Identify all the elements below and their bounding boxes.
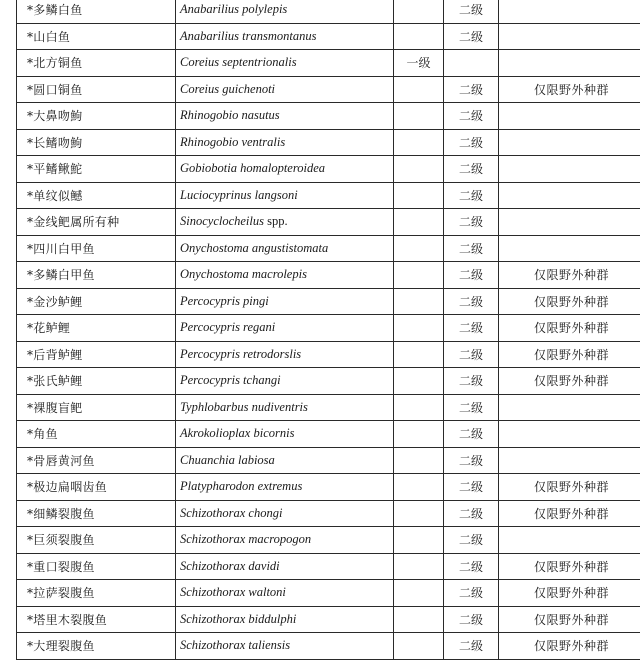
species-table-body bbox=[17, 0, 640, 659]
chinese-name-cell: *金沙鲈鲤 bbox=[17, 288, 176, 315]
table-row bbox=[17, 76, 640, 103]
scientific-name-text: Onychostoma angustistomata bbox=[180, 240, 329, 255]
scientific-name-cell bbox=[176, 262, 394, 289]
level-two-cell: 二级 bbox=[444, 368, 499, 395]
scientific-name-text: Schizothorax taliensis bbox=[180, 638, 291, 653]
scientific-name-text: Sinocyclocheilus bbox=[180, 214, 264, 229]
scientific-name-text: Onychostoma macrolepis bbox=[180, 267, 307, 282]
chinese-name-cell: *多鳞白鱼 bbox=[17, 0, 176, 23]
level-one-cell bbox=[394, 527, 444, 554]
scientific-name-text: Percocypris pingi bbox=[180, 293, 269, 308]
scientific-name-cell bbox=[176, 368, 394, 395]
note-cell bbox=[499, 50, 640, 77]
level-one-cell bbox=[394, 606, 444, 633]
scientific-name-cell bbox=[176, 76, 394, 103]
level-two-cell bbox=[444, 50, 499, 77]
table-row bbox=[17, 315, 640, 342]
scientific-name-text: Rhinogobio nasutus bbox=[180, 108, 280, 123]
level-two-cell: 二级 bbox=[444, 23, 499, 50]
chinese-name-cell: *后背鲈鲤 bbox=[17, 341, 176, 368]
note-cell bbox=[499, 209, 640, 236]
scientific-name-cell bbox=[176, 50, 394, 77]
level-one-cell bbox=[394, 341, 444, 368]
table-row bbox=[17, 103, 640, 130]
scientific-name-text: Schizothorax chongi bbox=[180, 505, 283, 520]
note-cell bbox=[499, 235, 640, 262]
level-two-cell: 二级 bbox=[444, 209, 499, 236]
chinese-name-cell: *花鲈鲤 bbox=[17, 315, 176, 342]
note-cell: 仅限野外种群 bbox=[499, 633, 640, 660]
level-one-cell bbox=[394, 580, 444, 607]
level-one-cell bbox=[394, 633, 444, 660]
level-two-cell: 二级 bbox=[444, 474, 499, 501]
table-row bbox=[17, 580, 640, 607]
level-two-cell: 二级 bbox=[444, 129, 499, 156]
table-row bbox=[17, 23, 640, 50]
level-two-cell: 二级 bbox=[444, 182, 499, 209]
scientific-name-cell bbox=[176, 553, 394, 580]
level-one-cell bbox=[394, 182, 444, 209]
note-cell bbox=[499, 0, 640, 23]
level-one-cell bbox=[394, 288, 444, 315]
chinese-name-cell: *多鳞白甲鱼 bbox=[17, 262, 176, 289]
note-cell: 仅限野外种群 bbox=[499, 368, 640, 395]
scientific-name-text: Chuanchia labiosa bbox=[180, 452, 275, 467]
scientific-name-cell bbox=[176, 288, 394, 315]
scientific-name-cell bbox=[176, 421, 394, 448]
table-row bbox=[17, 0, 640, 23]
scientific-name-text: Coreius guichenoti bbox=[180, 81, 276, 96]
level-two-cell: 二级 bbox=[444, 447, 499, 474]
level-two-cell: 二级 bbox=[444, 103, 499, 130]
scientific-name-cell bbox=[176, 580, 394, 607]
chinese-name-cell: *长鳍吻鮈 bbox=[17, 129, 176, 156]
level-two-cell: 二级 bbox=[444, 500, 499, 527]
level-one-cell bbox=[394, 76, 444, 103]
chinese-name-cell: *重口裂腹鱼 bbox=[17, 553, 176, 580]
level-one-cell bbox=[394, 129, 444, 156]
level-two-cell: 二级 bbox=[444, 421, 499, 448]
table-row bbox=[17, 553, 640, 580]
level-two-cell: 二级 bbox=[444, 606, 499, 633]
scientific-name-text: Anabarilius polylepis bbox=[180, 2, 288, 17]
chinese-name-cell: *金线鲃属所有种 bbox=[17, 209, 176, 236]
species-protection-table bbox=[16, 0, 640, 660]
scientific-name-cell bbox=[176, 315, 394, 342]
level-one-cell bbox=[394, 0, 444, 23]
level-one-cell bbox=[394, 156, 444, 183]
level-two-cell: 二级 bbox=[444, 76, 499, 103]
scientific-name-suffix: spp. bbox=[264, 214, 288, 229]
level-two-cell: 二级 bbox=[444, 235, 499, 262]
note-cell bbox=[499, 421, 640, 448]
scientific-name-cell bbox=[176, 0, 394, 23]
level-two-cell: 二级 bbox=[444, 580, 499, 607]
chinese-name-cell: *角鱼 bbox=[17, 421, 176, 448]
scientific-name-cell bbox=[176, 23, 394, 50]
level-two-cell: 二级 bbox=[444, 156, 499, 183]
scientific-name-cell bbox=[176, 527, 394, 554]
note-cell bbox=[499, 23, 640, 50]
chinese-name-cell: *大鼻吻鮈 bbox=[17, 103, 176, 130]
level-two-cell: 二级 bbox=[444, 553, 499, 580]
scientific-name-cell bbox=[176, 474, 394, 501]
scientific-name-cell bbox=[176, 447, 394, 474]
level-two-cell: 二级 bbox=[444, 262, 499, 289]
note-cell: 仅限野外种群 bbox=[499, 553, 640, 580]
note-cell: 仅限野外种群 bbox=[499, 341, 640, 368]
table-row bbox=[17, 156, 640, 183]
chinese-name-cell: *裸腹盲鲃 bbox=[17, 394, 176, 421]
note-cell bbox=[499, 394, 640, 421]
note-cell: 仅限野外种群 bbox=[499, 288, 640, 315]
level-one-cell bbox=[394, 500, 444, 527]
table-row bbox=[17, 209, 640, 236]
scientific-name-text: Coreius septentrionalis bbox=[180, 55, 297, 70]
scientific-name-cell bbox=[176, 209, 394, 236]
level-one-cell bbox=[394, 103, 444, 130]
table-row bbox=[17, 50, 640, 77]
scientific-name-cell bbox=[176, 156, 394, 183]
chinese-name-cell: *极边扁咽齿鱼 bbox=[17, 474, 176, 501]
scientific-name-cell bbox=[176, 341, 394, 368]
note-cell: 仅限野外种群 bbox=[499, 76, 640, 103]
note-cell: 仅限野外种群 bbox=[499, 500, 640, 527]
table-row bbox=[17, 341, 640, 368]
table-row bbox=[17, 633, 640, 660]
note-cell: 仅限野外种群 bbox=[499, 474, 640, 501]
level-one-cell bbox=[394, 553, 444, 580]
scientific-name-cell bbox=[176, 394, 394, 421]
table-row bbox=[17, 500, 640, 527]
scientific-name-text: Gobiobotia homalopteroidea bbox=[180, 161, 326, 176]
note-cell bbox=[499, 103, 640, 130]
scientific-name-text: Akrokolioplax bicornis bbox=[180, 426, 295, 441]
level-one-cell bbox=[394, 368, 444, 395]
level-one-cell bbox=[394, 421, 444, 448]
scientific-name-text: Schizothorax macropogon bbox=[180, 532, 312, 547]
table-row bbox=[17, 262, 640, 289]
scientific-name-text: Typhlobarbus nudiventris bbox=[180, 399, 308, 414]
level-two-cell: 二级 bbox=[444, 0, 499, 23]
table-row bbox=[17, 394, 640, 421]
chinese-name-cell: *四川白甲鱼 bbox=[17, 235, 176, 262]
scientific-name-text: Percocypris regani bbox=[180, 320, 276, 335]
note-cell: 仅限野外种群 bbox=[499, 262, 640, 289]
scientific-name-text: Platypharodon extremus bbox=[180, 479, 303, 494]
chinese-name-cell: *细鳞裂腹鱼 bbox=[17, 500, 176, 527]
level-one-cell bbox=[394, 315, 444, 342]
level-two-cell: 二级 bbox=[444, 633, 499, 660]
scientific-name-text: Schizothorax biddulphi bbox=[180, 611, 297, 626]
chinese-name-cell: *大理裂腹鱼 bbox=[17, 633, 176, 660]
scientific-name-text: Percocypris tchangi bbox=[180, 373, 281, 388]
note-cell: 仅限野外种群 bbox=[499, 580, 640, 607]
scientific-name-cell bbox=[176, 606, 394, 633]
chinese-name-cell: *平鳍鳅鮀 bbox=[17, 156, 176, 183]
level-two-cell: 二级 bbox=[444, 527, 499, 554]
level-one-cell bbox=[394, 23, 444, 50]
chinese-name-cell: *骨唇黄河鱼 bbox=[17, 447, 176, 474]
level-one-cell bbox=[394, 209, 444, 236]
note-cell bbox=[499, 156, 640, 183]
chinese-name-cell: *山白鱼 bbox=[17, 23, 176, 50]
level-one-cell bbox=[394, 474, 444, 501]
level-one-cell: 一级 bbox=[394, 50, 444, 77]
chinese-name-cell: *巨须裂腹鱼 bbox=[17, 527, 176, 554]
table-row bbox=[17, 129, 640, 156]
scientific-name-text: Percocypris retrodorslis bbox=[180, 346, 302, 361]
note-cell bbox=[499, 527, 640, 554]
scientific-name-text: Schizothorax davidi bbox=[180, 558, 280, 573]
note-cell bbox=[499, 447, 640, 474]
table-row bbox=[17, 288, 640, 315]
note-cell bbox=[499, 182, 640, 209]
note-cell: 仅限野外种群 bbox=[499, 606, 640, 633]
note-cell bbox=[499, 129, 640, 156]
chinese-name-cell: *单纹似鳡 bbox=[17, 182, 176, 209]
scientific-name-text: Luciocyprinus langsoni bbox=[180, 187, 298, 202]
table-row bbox=[17, 527, 640, 554]
note-cell: 仅限野外种群 bbox=[499, 315, 640, 342]
level-one-cell bbox=[394, 262, 444, 289]
table-row bbox=[17, 182, 640, 209]
scientific-name-cell bbox=[176, 103, 394, 130]
table-row bbox=[17, 606, 640, 633]
chinese-name-cell: *北方铜鱼 bbox=[17, 50, 176, 77]
level-two-cell: 二级 bbox=[444, 288, 499, 315]
level-two-cell: 二级 bbox=[444, 315, 499, 342]
level-two-cell: 二级 bbox=[444, 341, 499, 368]
table-row bbox=[17, 368, 640, 395]
table-row bbox=[17, 235, 640, 262]
chinese-name-cell: *拉萨裂腹鱼 bbox=[17, 580, 176, 607]
level-two-cell: 二级 bbox=[444, 394, 499, 421]
scientific-name-cell bbox=[176, 182, 394, 209]
table-row bbox=[17, 421, 640, 448]
scientific-name-cell bbox=[176, 129, 394, 156]
chinese-name-cell: *圆口铜鱼 bbox=[17, 76, 176, 103]
level-one-cell bbox=[394, 394, 444, 421]
scientific-name-cell bbox=[176, 500, 394, 527]
scientific-name-text: Anabarilius transmontanus bbox=[180, 28, 317, 43]
level-one-cell bbox=[394, 447, 444, 474]
chinese-name-cell: *张氏鲈鲤 bbox=[17, 368, 176, 395]
level-one-cell bbox=[394, 235, 444, 262]
table-row bbox=[17, 447, 640, 474]
scientific-name-cell bbox=[176, 235, 394, 262]
scientific-name-text: Schizothorax waltoni bbox=[180, 585, 286, 600]
scientific-name-text: Rhinogobio ventralis bbox=[180, 134, 286, 149]
table-row bbox=[17, 474, 640, 501]
chinese-name-cell: *塔里木裂腹鱼 bbox=[17, 606, 176, 633]
scientific-name-cell bbox=[176, 633, 394, 660]
